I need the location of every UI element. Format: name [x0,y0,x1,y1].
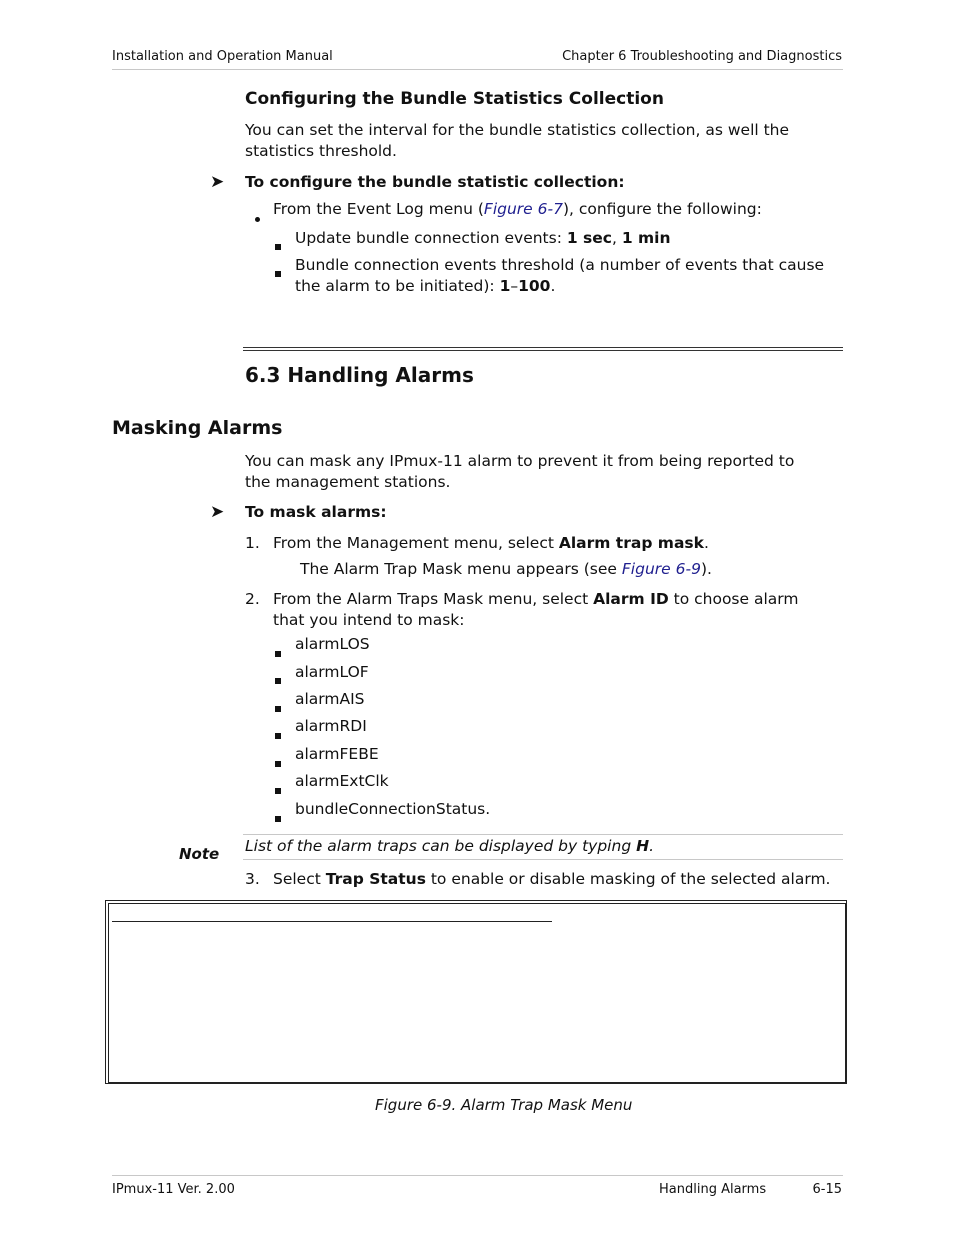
square-bullet-icon [275,262,281,281]
procedure-arrow-icon: ➤ [210,172,225,192]
procedure-arrow-icon: ➤ [210,502,225,522]
bundle-sub1: Update bundle connection events: 1 sec, 1 min [295,229,671,247]
alarm-item: alarmAIS [295,690,365,708]
square-bullet-icon [275,779,281,798]
alarm-item: alarmFEBE [295,745,379,763]
bundle-heading: Configuring the Bundle Statistics Collection [245,89,664,109]
footer-section: Handling Alarms [659,1182,767,1197]
square-bullet-icon [275,669,281,688]
bullet-dot-icon [255,207,260,226]
masking-intro: You can mask any IPmux-11 alarm to prevent it from being reported to the management stations. [245,452,795,491]
figure-inner-frame [108,903,846,1083]
square-bullet-icon [275,724,281,743]
note-rule-bottom [243,859,843,860]
step3-number: 3. [245,870,260,888]
alarm-item: bundleConnectionStatus. [295,800,491,818]
section-title: 6.3 Handling Alarms [245,363,474,387]
header-rule [112,69,843,70]
square-bullet-icon [275,235,281,254]
alarm-item: alarmRDI [295,717,367,735]
step1-text: From the Management menu, select Alarm trap mask. [273,534,709,552]
square-bullet-icon [275,807,281,826]
figure-caption: Figure 6-9. Alarm Trap Mask Menu [375,1096,633,1114]
header-left: Installation and Operation Manual [112,49,333,64]
figure-6-9-link[interactable]: Figure 6-9 [621,560,701,578]
footer-rule [112,1175,843,1176]
step1-number: 1. [245,534,260,552]
square-bullet-icon [275,697,281,716]
alarm-item: alarmLOF [295,663,369,681]
figure-6-7-link[interactable]: Figure 6-7 [483,200,563,218]
bundle-intro: You can set the interval for the bundle statistics collection, as well the statistics threshold. [245,121,790,160]
footer-page-number: 6-15 [812,1182,842,1197]
alarm-item: alarmLOS [295,635,370,653]
note-rule-top [243,834,843,835]
alarm-item: alarmExtClk [295,772,389,790]
bundle-bullet: From the Event Log menu (Figure 6-7), configure the following: [273,200,762,218]
note-text: List of the alarm traps can be displayed by typing H. [245,837,655,855]
section-rule [243,347,843,351]
step1-result: The Alarm Trap Mask menu appears (see Figure 6-9). [300,560,712,578]
step3-text: Select Trap Status to enable or disable masking of the selected alarm. [273,870,831,888]
masking-heading: Masking Alarms [112,417,283,439]
square-bullet-icon [275,642,281,661]
bundle-sub2: Bundle connection events threshold (a number of events that cause the alarm to be initiated): 1–100. [295,256,825,295]
step2-number: 2. [245,590,260,608]
figure-title-rule [112,921,552,922]
note-label: Note [179,845,220,863]
footer-left: IPmux-11 Ver. 2.00 [112,1182,235,1197]
step2-text: From the Alarm Traps Mask menu, select Alarm ID to choose alarm that you intend to mask: [273,590,799,629]
header-right: Chapter 6 Troubleshooting and Diagnostics [562,49,842,64]
masking-procedure-title: To mask alarms: [245,503,387,521]
square-bullet-icon [275,752,281,771]
bundle-procedure-title: To configure the bundle statistic collection: [245,173,625,191]
